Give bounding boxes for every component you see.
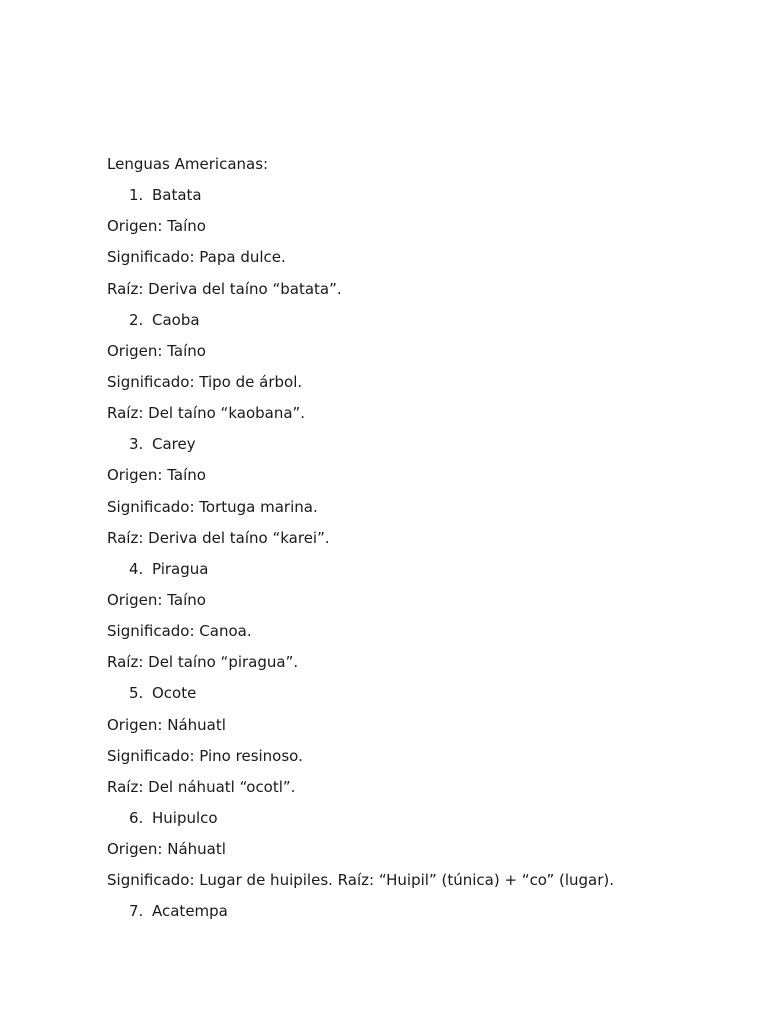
meaning-line: Significado: Papa dulce. (107, 248, 286, 267)
list-item (107, 803, 727, 834)
meaning-line: Significado: Canoa. (107, 622, 252, 641)
list-word: Carey (152, 435, 196, 454)
origin-line: Origen: Taíno (107, 466, 206, 485)
list-item (107, 180, 727, 211)
meaning-line: Significado: Pino resinoso. (107, 746, 303, 765)
list-item (107, 554, 727, 585)
list-number: 4. (129, 559, 144, 578)
root-line: Raíz: Deriva del taíno “batata”. (107, 279, 342, 298)
list-number: 7. (129, 902, 144, 921)
list-word: Ocote (152, 684, 197, 703)
list-number: 6. (129, 808, 144, 827)
list-word: Piragua (152, 559, 209, 578)
list-word: Caoba (152, 310, 200, 329)
meaning-line: Significado: Tortuga marina. (107, 497, 318, 516)
root-line: Raíz: Deriva del taíno “karei”. (107, 528, 330, 547)
list-number: 5. (129, 684, 144, 703)
list-number: 2. (129, 310, 144, 329)
list-item (107, 896, 727, 927)
document-heading: Lenguas Americanas: (107, 155, 269, 173)
list-number: 1. (129, 186, 144, 205)
origin-line: Origen: Taíno (107, 341, 206, 360)
origin-line: Origen: Taíno (107, 590, 206, 609)
list-word: Batata (152, 186, 202, 205)
list-item (107, 678, 727, 709)
meaning-line: Significado: Tipo de árbol. (107, 372, 303, 391)
list-word: Huipulco (152, 808, 218, 827)
list-word: Acatempa (152, 902, 228, 921)
origin-line: Origen: Náhuatl (107, 840, 226, 859)
origin-line: Origen: Náhuatl (107, 715, 226, 734)
list-item (107, 305, 727, 336)
root-line: Raíz: Del taíno “piragua”. (107, 653, 299, 672)
root-line: Raíz: Del náhuatl “ocotl”. (107, 777, 296, 796)
meaning-line: Significado: Lugar de huipiles. Raíz: “Huipil” (túnica) + “co” (lugar). (107, 871, 615, 890)
root-line: Raíz: Del taíno “kaobana”. (107, 404, 306, 423)
list-item (107, 429, 727, 460)
list-number: 3. (129, 435, 144, 454)
origin-line: Origen: Taíno (107, 217, 206, 236)
document-page (107, 149, 727, 928)
